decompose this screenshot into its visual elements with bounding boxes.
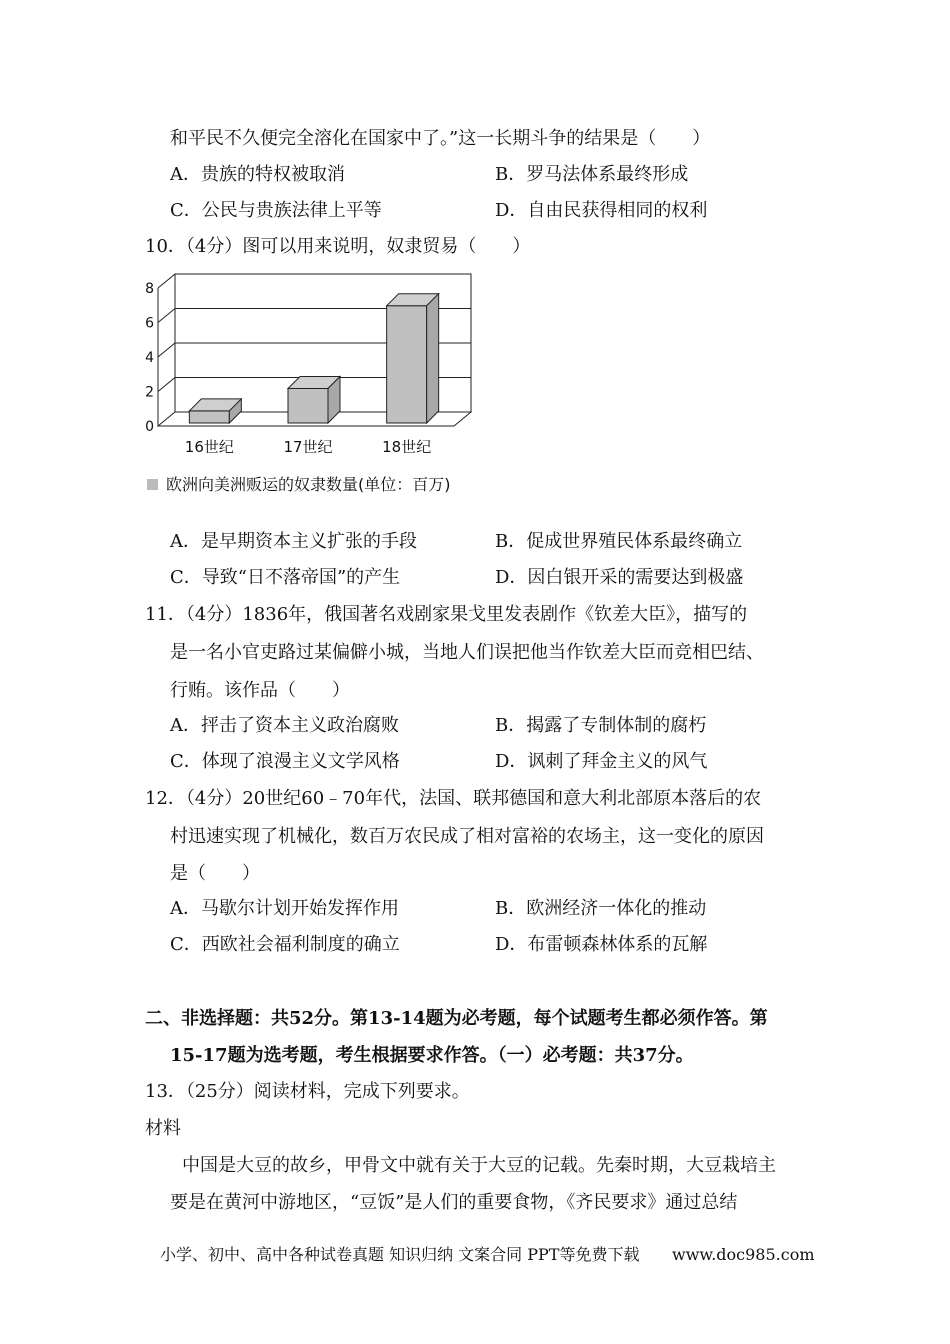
q10-option-a: A．是早期资本主义扩张的手段 [170,531,417,552]
q11-option-c: C．体现了浪漫主义文学风格 [170,751,400,772]
x-tick-label: 16世纪 [184,438,234,456]
y-tick-label: 4 [145,350,154,366]
chart-y-ticks [145,281,154,435]
q11-option-d: D．讽刺了拜金主义的风气 [495,751,708,772]
q9-option-b: B．罗马法体系最终形成 [495,164,689,185]
q12-option-c: C．西欧社会福利制度的确立 [170,934,400,955]
q9-option-c: C．公民与贵族法律上平等 [170,200,382,221]
q13-material-para-line1: 中国是大豆的故乡，甲骨文中就有关于大豆的记载。先秦时期，大豆栽培主 [182,1155,776,1176]
y-tick-label: 6 [145,315,154,332]
q12-option-b: B．欧洲经济一体化的推动 [495,898,707,919]
q10-option-d: D．因白银开采的需要达到极盛 [495,567,744,588]
bar [387,294,439,423]
section2-heading-line1: 二、非选择题：共52分。第13-14题为必考题，每个试题考生都必须作答。第 [145,1008,768,1029]
y-tick-label: 2 [145,384,154,401]
legend-swatch [147,479,158,490]
x-tick-label: 18世纪 [382,438,432,456]
q13-material-para-line2: 要是在黄河中游地区，“豆饭”是人们的重要食物，《齐民要求》通过总结 [170,1192,738,1213]
bar [288,377,340,424]
q9-option-a: A．贵族的特权被取消 [170,164,345,185]
chart-legend [147,474,451,496]
q11-stem-line2: 是一名小官吏路过某偏僻小城，当地人们误把他当作钦差大臣而竞相巴结、 [170,642,764,663]
q11-stem-line1: 11．（4分）1836年，俄国著名戏剧家果戈里发表剧作《钦差大臣》，描写的 [145,604,748,625]
bar-front [288,389,328,424]
section2-heading-line2: 15-17题为选考题，考生根据要求作答。（一）必考题：共37分。 [170,1045,694,1066]
bar [189,399,241,423]
chart-x-ticks [185,438,431,456]
footer-promo-text: 小学、初中、高中各种试卷真题 知识归纳 文案合同 PPT等免费下载 [160,1245,640,1264]
y-tick-label: 0 [145,419,154,435]
gridline-side [158,378,175,392]
q12-option-a: A．马歇尔计划开始发挥作用 [170,898,399,919]
q10-stem: 10．（4分）图可以用来说明，奴隶贸易（ ） [145,236,531,257]
q13-material-label: 材料 [145,1118,181,1139]
gridline-side [158,309,175,323]
gridline-side [158,274,175,288]
bar-front [189,411,229,423]
q10-option-c: C．导致“日不落帝国”的产生 [170,567,401,588]
q12-stem-line3: 是（ ） [170,863,260,884]
q11-stem-line3: 行贿。该作品（ ） [170,680,350,701]
q11-option-a: A．抨击了资本主义政治腐败 [170,715,399,736]
q12-stem-line2: 村迅速实现了机械化，数百万农民成了相对富裕的农场主，这一变化的原因 [170,826,764,847]
x-tick-label: 17世纪 [283,438,333,456]
bar-front [387,306,427,423]
y-tick-label: 8 [145,281,154,297]
legend-label: 欧洲向美洲贩运的奴隶数量(单位：百万) [166,475,451,494]
chart-bars [189,294,438,423]
q9-stem-tail: 和平民不久便完全溶化在国家中了。”这一长期斗争的结果是（ ） [170,128,711,149]
q10-option-b: B．促成世界殖民体系最终确立 [495,531,743,552]
bar-side [427,294,439,423]
q9-option-d: D．自由民获得相同的权利 [495,200,708,221]
q12-option-d: D．布雷顿森林体系的瓦解 [495,934,708,955]
q13-stem: 13．（25分）阅读材料，完成下列要求。 [145,1081,470,1102]
q12-stem-line1: 12．（4分）20世纪60﹣70年代，法国、联邦德国和意大利北部原本落后的农 [145,788,762,809]
q11-option-b: B．揭露了专制体制的腐朽 [495,715,707,736]
gridline-side [158,343,175,357]
slave-trade-bar-chart [140,262,480,462]
footer-url: www.doc985.com [672,1245,815,1264]
